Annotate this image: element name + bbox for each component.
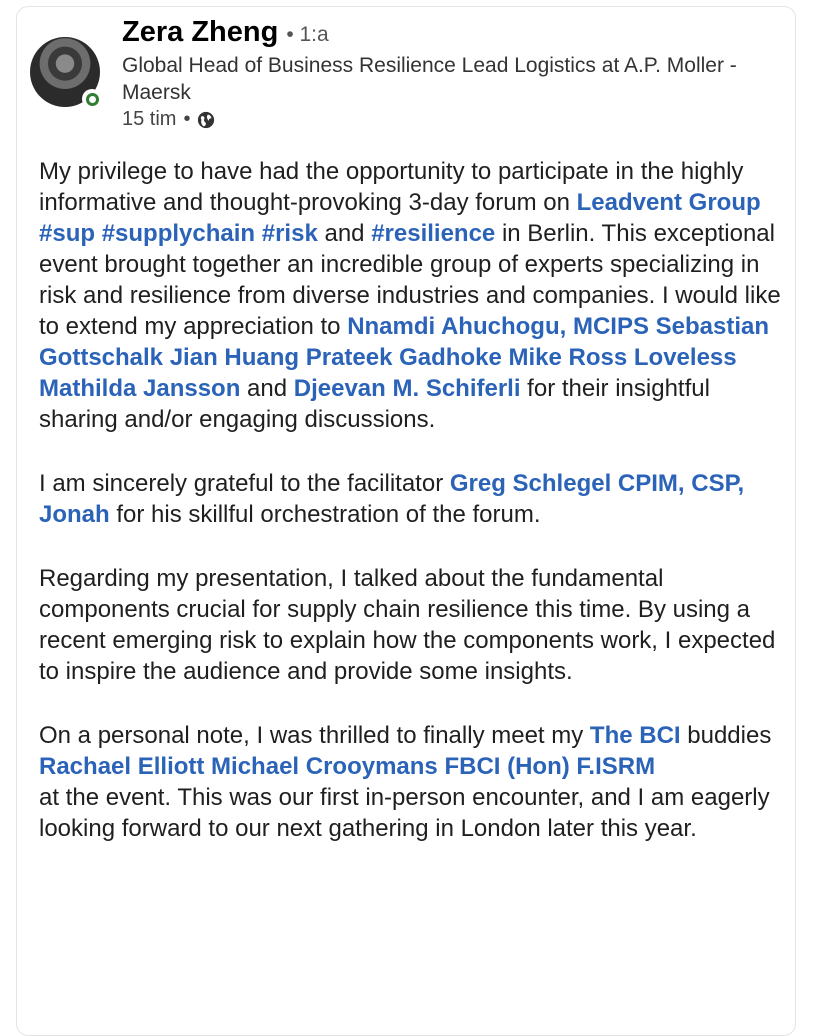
post-text: buddies	[680, 722, 772, 749]
mention-link[interactable]: Michael Crooymans FBCI (Hon) F.ISRM	[211, 753, 656, 780]
post-text	[649, 313, 656, 340]
avatar[interactable]	[30, 37, 100, 107]
hashtag-link[interactable]: #resilience	[371, 220, 496, 247]
mention-link[interactable]: Jian Huang	[169, 344, 300, 371]
post-paragraph-3	[39, 563, 789, 687]
post-paragraph-4	[39, 720, 789, 844]
post-text: in Berlin. This exceptional event brought together an incredible group of experts specializing in risk and resilience from diverse industries and companies. I would like to extend my appreciation to	[39, 220, 781, 340]
post-text	[255, 220, 262, 247]
post-body	[39, 156, 789, 877]
post-text	[163, 344, 170, 371]
mention-link[interactable]: Mathilda Jansson	[39, 375, 241, 402]
post-text: I am sincerely grateful to the facilitator	[39, 470, 450, 497]
mention-link[interactable]: Prateek Gadhoke	[305, 344, 502, 371]
post-text: for his skillful orchestration of the forum.	[109, 501, 541, 528]
post-time: 15 tim	[122, 108, 177, 130]
hashtag-link[interactable]: #risk	[261, 220, 318, 247]
author-name[interactable]: Zera Zheng	[122, 16, 279, 48]
post-paragraph-2	[39, 468, 789, 530]
post-text: and	[240, 375, 294, 402]
online-status-icon	[82, 89, 102, 109]
post-text: and	[317, 220, 372, 247]
post-text: On a personal note, I was thrilled to finally meet my	[39, 722, 590, 749]
hashtag-link[interactable]: #sup	[39, 220, 96, 247]
author-headline: Global Head of Business Resilience Lead Logistics at A.P. Moller - Maersk	[122, 54, 737, 104]
mention-link[interactable]: Nnamdi Ahuchogu, MCIPS	[347, 313, 649, 340]
author-line	[122, 16, 329, 50]
post-text	[95, 220, 102, 247]
post-paragraph-1	[39, 156, 789, 435]
post-text	[502, 344, 509, 371]
post-text: Regarding my presentation, I talked about the fundamental components crucial for supply chain resilience this time. By using a recent emerging risk to explain how the components work, I expected to inspire the audience and provide some insights.	[39, 565, 776, 685]
post-text	[299, 344, 306, 371]
mention-link[interactable]: Mike Ross Loveless	[508, 344, 737, 371]
globe-icon	[197, 111, 215, 129]
mention-link[interactable]: Rachael Elliott	[39, 753, 205, 780]
mention-link[interactable]: Sebastian Gottschalk	[39, 313, 770, 371]
mention-link[interactable]: Leadvent Group	[576, 189, 761, 216]
connection-degree: • 1:a	[286, 23, 329, 46]
post-text: at the event. This was our first in-person encounter, and I am eagerly looking forward to our next gathering in London later this year.	[39, 784, 770, 842]
mention-link[interactable]: Greg Schlegel CPIM, CSP, Jonah	[39, 470, 745, 528]
post-meta	[122, 108, 215, 131]
meta-separator: •	[183, 108, 191, 130]
mention-link[interactable]: Djeevan M. Schiferli	[293, 375, 521, 402]
mention-link[interactable]: The BCI	[589, 722, 681, 749]
post-text: My privilege to have had the opportunity to participate in the highly informative and thought-provoking 3-day forum on	[39, 158, 744, 216]
hashtag-link[interactable]: #supplychain	[101, 220, 256, 247]
post-text: for their insightful sharing and/or engaging discussions.	[39, 375, 710, 433]
